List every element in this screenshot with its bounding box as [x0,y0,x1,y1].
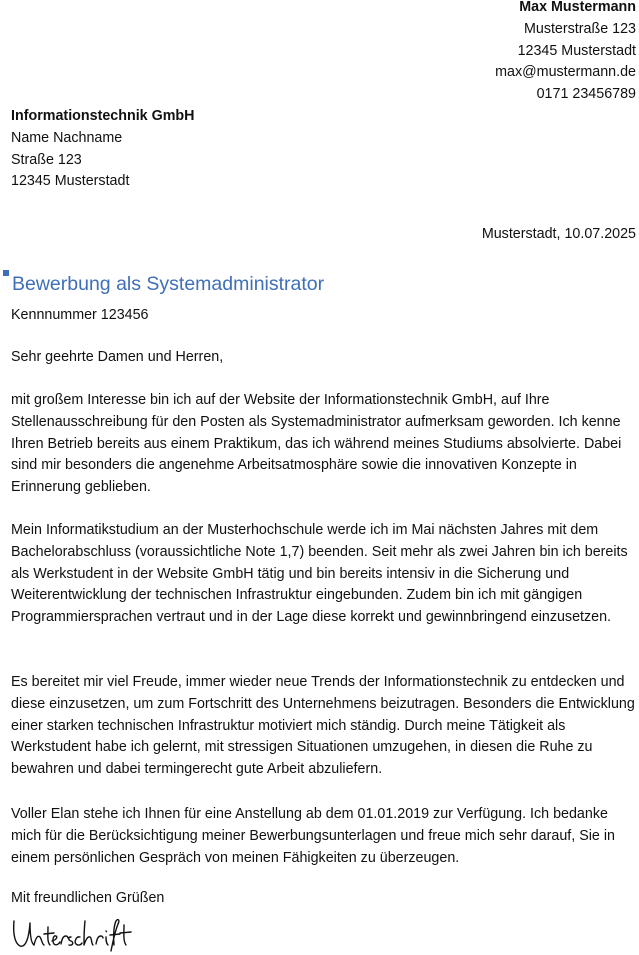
salutation: Sehr geehrte Damen und Herren, [11,349,224,365]
sender-city: 12345 Musterstadt [517,42,636,59]
sender-phone: 0171 23456789 [536,86,636,103]
body-paragraph-4: Voller Elan stehe ich Ihnen für eine Anstellung ab dem 01.01.2019 zur Verfügung. Ich bedanke mich für die Berücksichtigung meiner Bewerbungsunterlagen und freue mich sehr darauf, Sie in einem persönlichen Gespräch von meinen Fähigkeiten zu überzeugen. [11,806,615,866]
body-paragraph-2: Mein Informatikstudium an der Musterhochschule werde ich im Mai nächsten Jahres mit dem Bachelorabschluss (voraussichtliche Note 1,7) beenden. Seit mehr als zwei Jahren bin ich bereits als Werkstudent in der Website GmbH tätig und bin bereits intensiv in die Sicherung und Weiterentwicklung der technischen Infrastruktur eingebunden. Zudem bin ich mit gängigen Programmiersprachen vertraut und in der Lage diese korrekt und gewinnbringend einzusetzen. [11,522,628,626]
recipient-city: 12345 Musterstadt [11,173,130,190]
letter-subject: Bewerbung als Systemadministrator [12,273,325,295]
recipient-address-block [11,106,195,193]
sender-name: Max Mustermann [519,0,636,15]
reference-number: Kennnummer 123456 [11,307,149,323]
recipient-company: Informationstechnik GmbH [11,108,195,124]
sender-address-block [495,0,636,106]
sender-email: max@mustermann.de [495,64,636,81]
closing-phrase: Mit freundlichen Grüßen [11,890,165,906]
body-paragraph-3: Es bereitet mir viel Freude, immer wieder neue Trends der Informationstechnik zu entdecken und diese einzusetzen, um zum Fortschritt des Unternehmens beizutragen. Besonders die Entwicklung einer starken technischen Infrastruktur motiviert mich ständig. Durch meine Tätigkeit als Werkstudent habe ich gelernt, mit stressigen Situationen umzugehen, in diesen die Ruhe zu bewahren und dabei termingerecht gute Arbeit abzuliefern. [11,674,635,778]
recipient-contact: Name Nachname [11,129,123,146]
recipient-street: Straße 123 [11,151,82,168]
sender-street: Musterstraße 123 [523,20,636,37]
handwritten-signature [10,915,136,955]
subject-bullet-marker [3,270,9,276]
body-paragraph-1: mit großem Interesse bin ich auf der Website der Informationstechnik GmbH, auf Ihre Stellenausschreibung für den Posten als Systemadministrator aufmerksam geworden. Ich kenne Ihren Betrieb bereits aus einem Praktikum, das ich während meines Studiums absolvierte. Dabei sind mir besonders die angenehme Arbeitsatmosphäre sowie die innovativen Konzepte in Erinnerung geblieben. [11,392,622,496]
letter-date: Musterstadt, 10.07.2025 [481,226,636,242]
